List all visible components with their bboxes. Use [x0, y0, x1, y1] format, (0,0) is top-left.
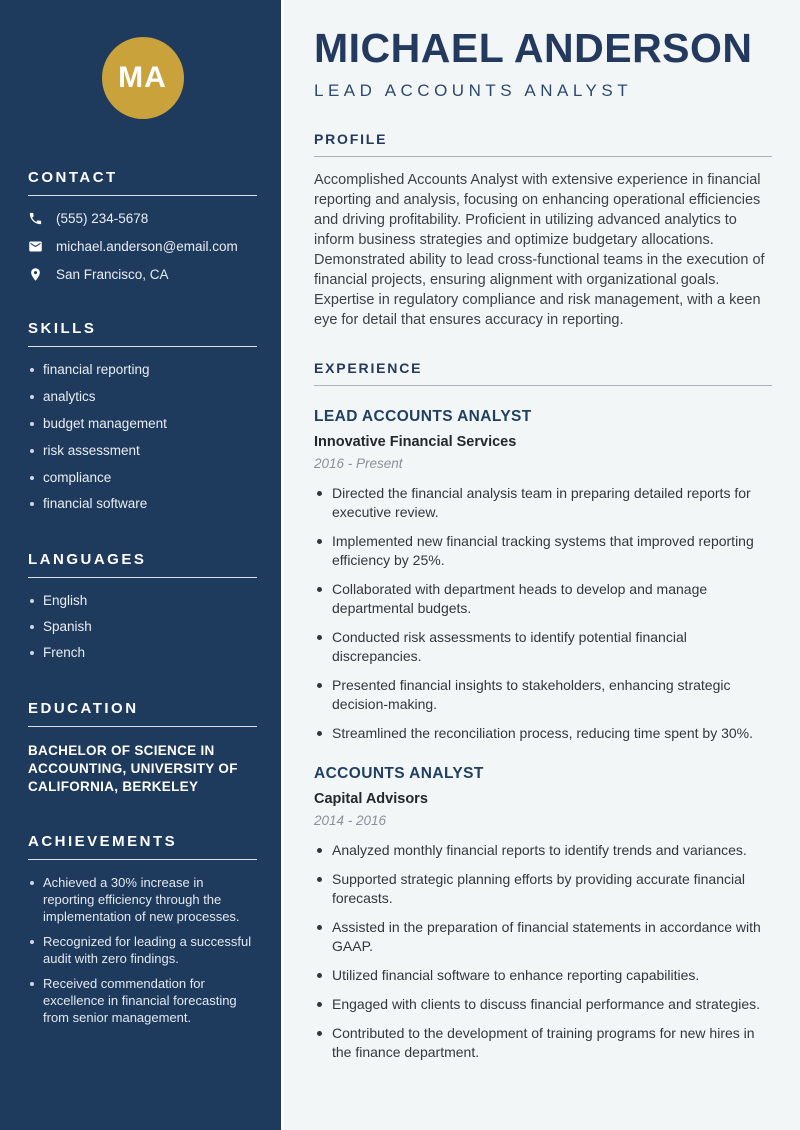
achievements-heading: ACHIEVEMENTS	[28, 833, 178, 851]
candidate-title: LEAD ACCOUNTS ANALYST	[314, 81, 633, 100]
job-bullet-list	[314, 484, 772, 743]
job-entry-lead-accounts-analyst	[314, 408, 772, 743]
skill-item: compliance	[28, 470, 257, 487]
education-degree: BACHELOR OF SCIENCE IN ACCOUNTING, UNIVERSITY OF CALIFORNIA, BERKELEY	[28, 742, 238, 794]
phone-value: (555) 234-5678	[56, 211, 149, 226]
languages-section	[28, 551, 257, 662]
avatar	[102, 37, 184, 119]
job-bullet: Presented financial insights to stakeholders, enhancing strategic decision-making.	[314, 676, 772, 714]
section-divider	[28, 346, 257, 347]
candidate-name: MICHAEL ANDERSON	[314, 25, 753, 71]
language-item: Spanish	[28, 619, 257, 636]
section-divider	[314, 385, 772, 386]
contact-heading: CONTACT	[28, 169, 118, 186]
job-company: Innovative Financial Services	[314, 434, 517, 450]
job-title: ACCOUNTS ANALYST	[314, 765, 484, 782]
job-bullet: Assisted in the preparation of financial statements in accordance with GAAP.	[314, 918, 772, 956]
email-icon	[28, 239, 43, 254]
sidebar	[0, 0, 281, 1130]
contact-row-location	[28, 267, 257, 282]
job-dates: 2014 - 2016	[314, 813, 387, 828]
education-section	[28, 700, 257, 795]
skills-section	[28, 320, 257, 513]
achievement-item: Achieved a 30% increase in reporting efficiency through the implementation of new processes.	[28, 875, 257, 925]
experience-section	[314, 360, 772, 1062]
section-divider	[314, 156, 772, 157]
skill-item: analytics	[28, 389, 257, 406]
skills-list	[28, 362, 257, 513]
job-bullet: Collaborated with department heads to develop and manage departmental budgets.	[314, 580, 772, 618]
section-divider	[28, 577, 257, 578]
contact-row-phone	[28, 211, 257, 226]
education-heading: EDUCATION	[28, 699, 139, 717]
contact-section	[28, 169, 257, 282]
profile-section	[314, 131, 772, 330]
job-entry-accounts-analyst	[314, 765, 772, 1062]
job-bullet: Directed the financial analysis team in preparing detailed reports for executive review.	[314, 484, 772, 522]
job-bullet: Utilized financial software to enhance reporting capabilities.	[314, 966, 772, 985]
achievements-list	[28, 875, 257, 1026]
phone-icon	[28, 211, 43, 226]
job-bullet: Supported strategic planning efforts by providing accurate financial forecasts.	[314, 870, 772, 908]
skills-heading: SKILLS	[28, 320, 97, 337]
job-bullet: Contributed to the development of training programs for new hires in the finance department.	[314, 1024, 772, 1062]
section-divider	[28, 195, 257, 196]
main-content	[281, 0, 800, 1130]
job-bullet: Engaged with clients to discuss financial performance and strategies.	[314, 995, 772, 1014]
achievements-section	[28, 833, 257, 1026]
skill-item: financial software	[28, 496, 257, 513]
language-item: English	[28, 593, 257, 610]
contact-row-email	[28, 239, 257, 254]
experience-heading: EXPERIENCE	[314, 360, 423, 376]
email-value: michael.anderson@email.com	[56, 239, 238, 254]
job-bullet: Implemented new financial tracking systems that improved reporting efficiency by 25%.	[314, 532, 772, 570]
location-value: San Francisco, CA	[56, 267, 169, 282]
section-divider	[28, 726, 257, 727]
achievement-item: Recognized for leading a successful audit with zero findings.	[28, 934, 257, 967]
achievement-item: Received commendation for excellence in financial forecasting from senior management.	[28, 976, 257, 1026]
profile-text: Accomplished Accounts Analyst with extensive experience in financial reporting and analysis, focusing on enhancing operational efficiencies and driving profitability. Proficient in utilizing advanced analytics to inform business strategies and optimize budgetary allocations. Demonstrated ability to lead cross-functional teams in the execution of financial projects, ensuring alignment with organizational goals. Expertise in regulatory compliance and risk management, with a keen eye for detail that ensures accuracy in reporting.	[314, 172, 765, 328]
profile-heading: PROFILE	[314, 131, 388, 147]
job-bullet-list	[314, 841, 772, 1062]
job-bullet: Analyzed monthly financial reports to identify trends and variances.	[314, 841, 772, 860]
job-company: Capital Advisors	[314, 791, 428, 807]
job-dates: 2016 - Present	[314, 456, 403, 471]
location-icon	[28, 267, 43, 282]
skill-item: risk assessment	[28, 443, 257, 460]
languages-list	[28, 593, 257, 662]
skill-item: budget management	[28, 416, 257, 433]
languages-heading: LANGUAGES	[28, 551, 147, 569]
section-divider	[28, 859, 257, 860]
skill-item: financial reporting	[28, 362, 257, 379]
language-item: French	[28, 645, 257, 662]
job-bullet: Streamlined the reconciliation process, reducing time spent by 30%.	[314, 724, 772, 743]
job-title: LEAD ACCOUNTS ANALYST	[314, 408, 532, 425]
avatar-initials: MA	[118, 61, 167, 94]
job-bullet: Conducted risk assessments to identify potential financial discrepancies.	[314, 628, 772, 666]
